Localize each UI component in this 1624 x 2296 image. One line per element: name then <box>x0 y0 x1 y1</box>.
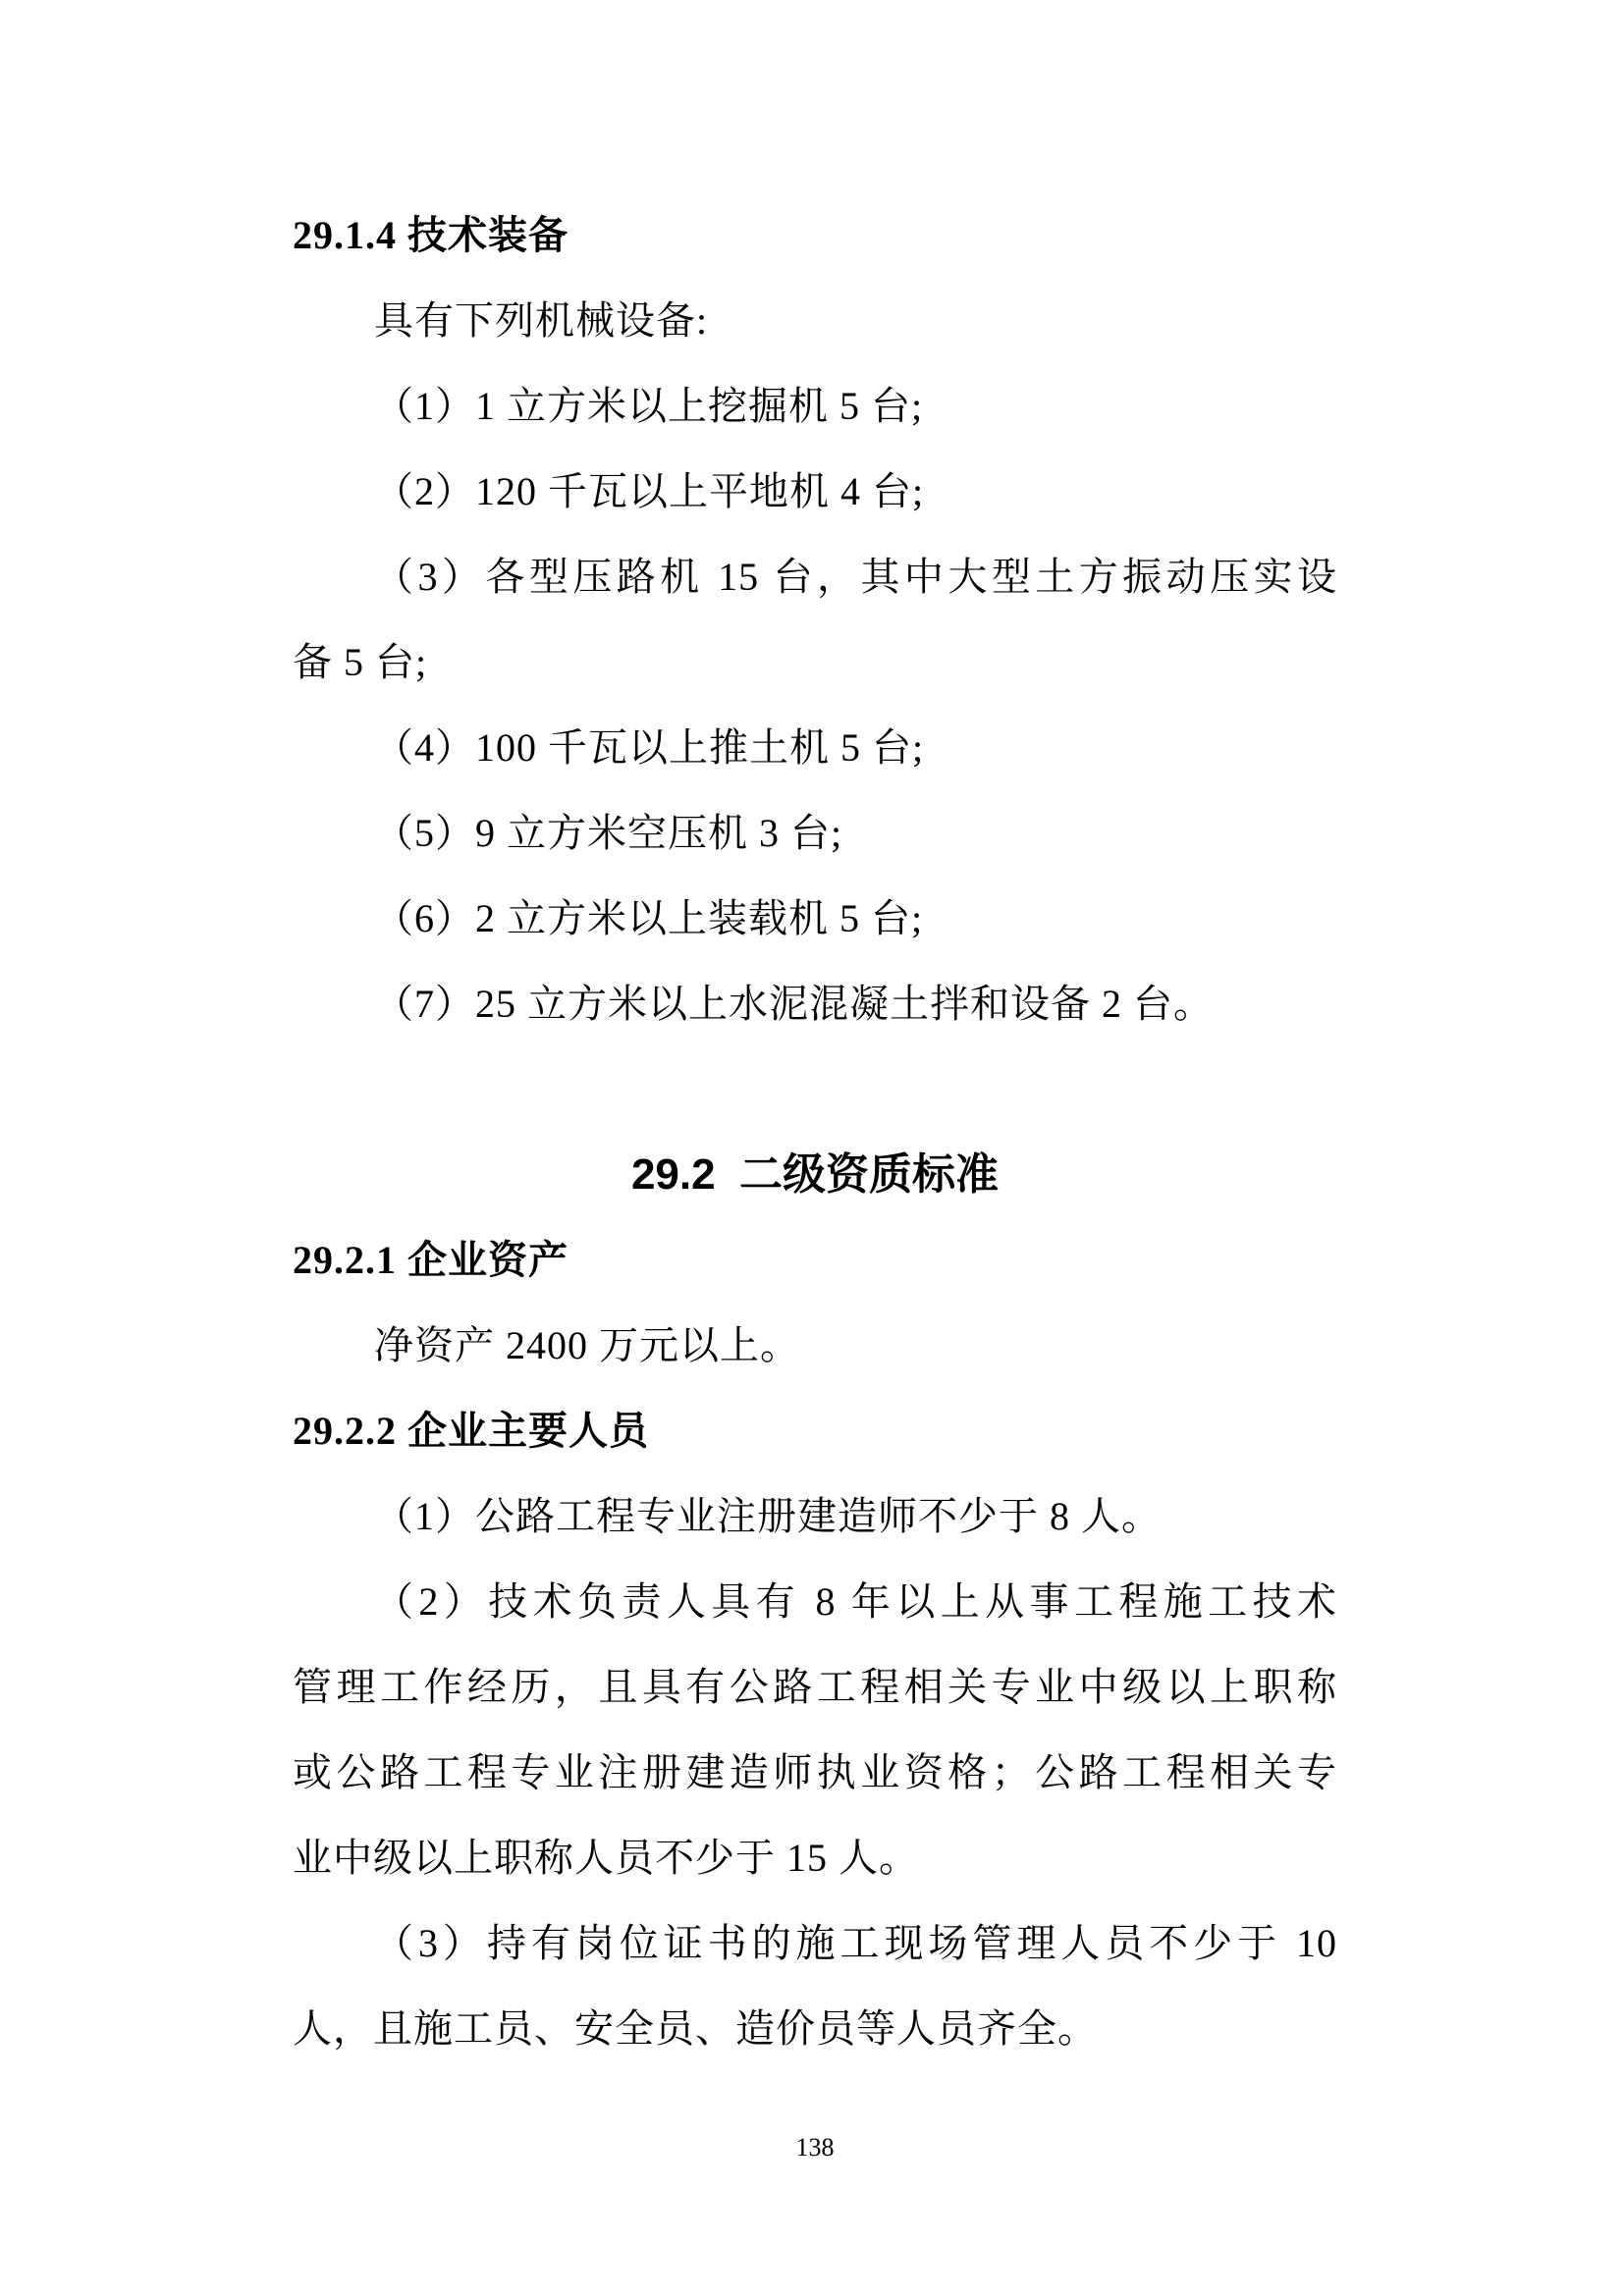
section-heading-2914: 29.1.4 技术装备 <box>293 213 568 257</box>
equipment-item-6: （6）2 立方米以上装载机 5 台; <box>374 896 924 940</box>
personnel-item-3-line-1: （3）持有岗位证书的施工现场管理人员不少于 10 <box>374 1921 1337 1965</box>
equipment-item-3-line-1: （3）各型压路机 15 台，其中大型土方振动压实设 <box>374 555 1337 599</box>
section-heading-2922: 29.2.2 企业主要人员 <box>293 1409 649 1453</box>
paragraph-net-assets: 净资产 2400 万元以上。 <box>374 1323 800 1367</box>
paragraph-equipment-intro: 具有下列机械设备: <box>374 298 709 343</box>
equipment-item-2: （2）120 千瓦以上平地机 4 台; <box>374 469 925 513</box>
equipment-item-7: （7）25 立方米以上水泥混凝土拌和设备 2 台。 <box>374 982 1214 1026</box>
personnel-item-1: （1）公路工程专业注册建造师不少于 8 人。 <box>374 1494 1162 1538</box>
personnel-item-2-line-2: 管理工作经历，且具有公路工程相关专业中级以上职称 <box>293 1665 1337 1709</box>
equipment-item-1: （1）1 立方米以上挖掘机 5 台; <box>374 384 924 428</box>
personnel-item-3-line-2: 人，且施工员、安全员、造价员等人员齐全。 <box>293 2006 1098 2051</box>
personnel-item-2-line-4: 业中级以上职称人员不少于 15 人。 <box>293 1836 919 1880</box>
equipment-item-4: （4）100 千瓦以上推土机 5 台; <box>374 725 925 770</box>
equipment-item-3-line-2: 备 5 台; <box>293 640 428 684</box>
footer-page-number: 138 <box>795 2133 835 2162</box>
personnel-item-2-line-1: （2）技术负责人具有 8 年以上从事工程施工技术 <box>374 1579 1337 1624</box>
section-heading-292: 29.2 二级资质标准 <box>630 1150 1000 1199</box>
section-heading-2921: 29.2.1 企业资产 <box>293 1238 568 1282</box>
equipment-item-5: （5）9 立方米空压机 3 台; <box>374 811 843 855</box>
personnel-item-2-line-3: 或公路工程专业注册建造师执业资格；公路工程相关专 <box>293 1750 1337 1794</box>
